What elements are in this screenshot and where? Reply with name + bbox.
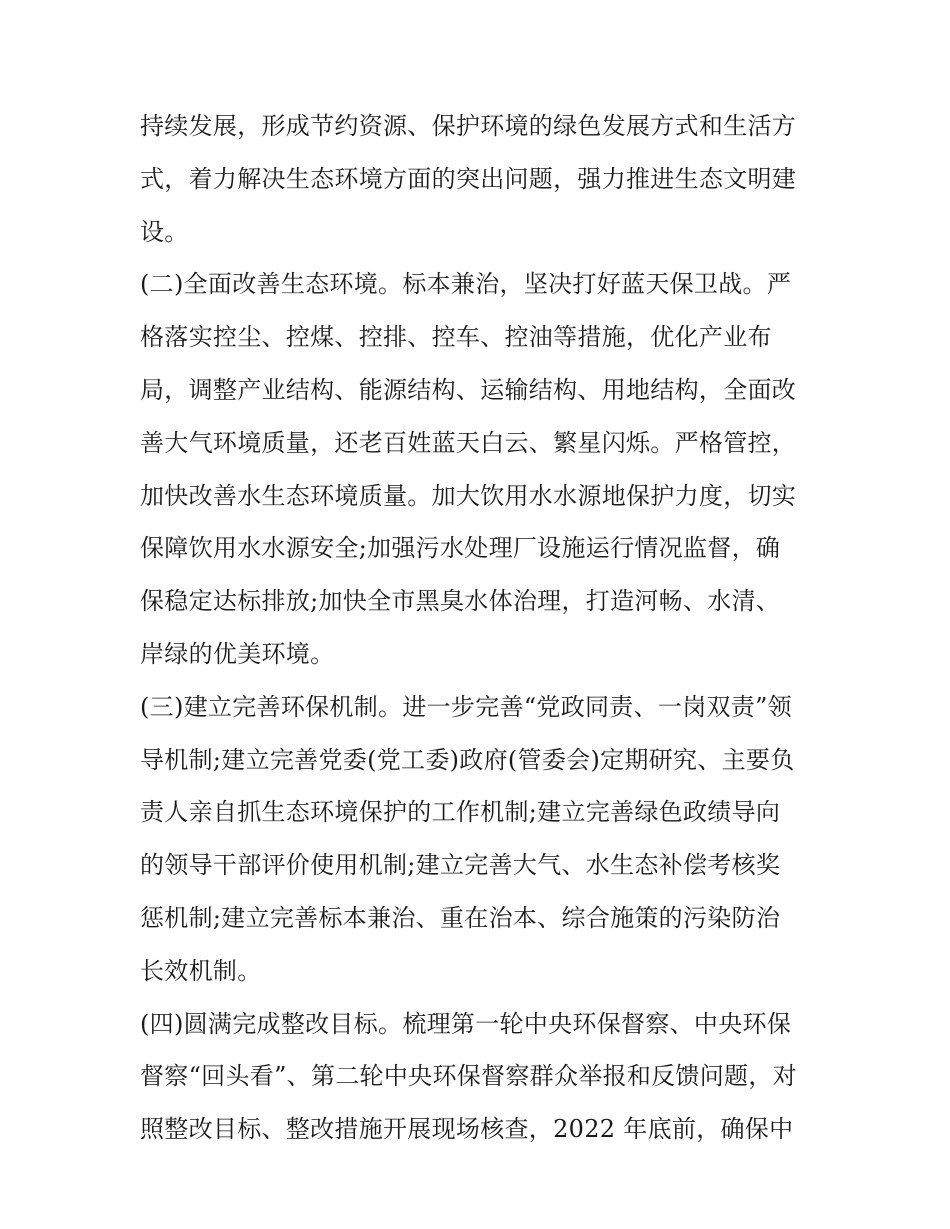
text-line: 善大气环境质量，还老百姓蓝天白云、繁星闪烁。严格管控， <box>140 428 797 457</box>
text-line: 式，着力解决生态环境方面的突出问题，强力推进生态文明建 <box>140 164 797 193</box>
text-line: (三)建立完善环保机制。进一步完善“党政同责、一岗双责”领 <box>140 692 792 721</box>
text-line: 导机制;建立完善党委(党工委)政府(管委会)定期研究、主要负 <box>140 745 795 774</box>
text-line: 惩机制;建立完善标本兼治、重在治本、综合施策的污染防治 <box>140 903 781 932</box>
text-line: 的领导干部评价使用机制;建立完善大气、水生态补偿考核奖 <box>140 851 781 880</box>
text-line: (四)圆满完成整改目标。梳理第一轮中央环保督察、中央环保 <box>140 1009 792 1038</box>
document-body <box>140 100 820 1156</box>
text-line: 岸绿的优美环境。 <box>140 639 335 668</box>
text-line: (二)全面改善生态环境。标本兼治，坚决打好蓝天保卫战。严 <box>140 270 792 299</box>
text-line: 加快改善水生态环境质量。加大饮用水水源地保护力度，切实 <box>140 481 797 510</box>
text-line: 责人亲自抓生态环境保护的工作机制;建立完善绿色政绩导向 <box>140 798 781 827</box>
text-line: 局，调整产业结构、能源结构、运输结构、用地结构，全面改 <box>140 375 797 404</box>
text-line: 设。 <box>140 217 189 246</box>
text-line: 长效机制。 <box>140 956 262 985</box>
text-line: 保障饮用水水源安全;加强污水处理厂设施运行情况监督，确 <box>140 534 781 563</box>
text-line: 保稳定达标排放;加快全市黑臭水体治理，打造河畅、水清、 <box>140 587 781 616</box>
text-line: 照整改目标、整改措施开展现场核查，2022 年底前，确保中 <box>140 1115 794 1144</box>
text-line: 格落实控尘、控煤、控排、控车、控油等措施，优化产业布 <box>140 323 772 352</box>
text-line: 持续发展，形成节约资源、保护环境的绿色发展方式和生活方 <box>140 112 797 140</box>
text-line: 督察“回头看”、第二轮中央环保督察群众举报和反馈问题，对 <box>140 1062 797 1091</box>
